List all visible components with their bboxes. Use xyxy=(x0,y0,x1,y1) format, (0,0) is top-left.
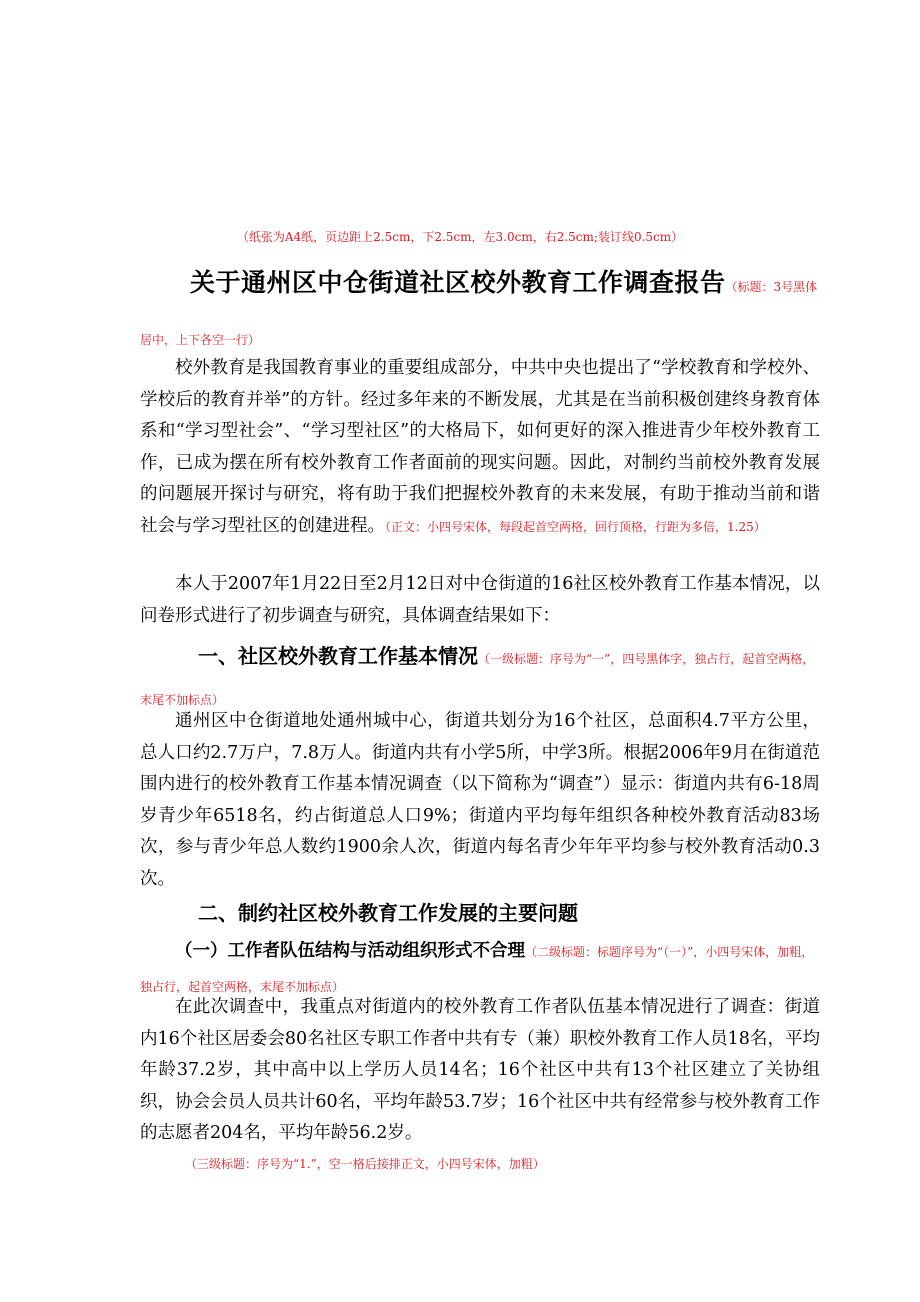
heading2-block xyxy=(140,893,820,935)
heading2-format-note: （二级标题：标题序号为“（一）”，小四号宋体，加粗，独占行，起首空两格，末尾不加标点） xyxy=(140,945,814,994)
document-title: 关于通州区中仓街道社区校外教育工作调查报告 xyxy=(190,268,726,297)
intro-block xyxy=(140,353,820,543)
subsection-heading-1: （一）工作者队伍结构与活动组织形式不合理 xyxy=(175,941,525,961)
heading1-format-note: （一级标题：序号为“一”，四号黑体字，独占行，起首空两格，末尾不加标点） xyxy=(140,652,815,707)
survey-paragraph: 本人于2007年1月22日至2月12日对中仓街道的16社区校外教育工作基本情况，以问卷形式进行了初步调查与研究，具体调查结果如下： xyxy=(140,574,820,626)
section-heading-1: 一、社区校外教育工作基本情况 xyxy=(198,644,478,668)
body-format-note: （正文：小四号宋体，每段起首空两格，回行顶格，行距为多倍，1.25） xyxy=(385,519,766,534)
survey-block xyxy=(140,569,820,632)
intro-paragraph xyxy=(140,353,820,543)
title-block xyxy=(140,257,820,366)
section2-block xyxy=(140,992,820,1150)
title-format-note: （标题：3号黑体居中，上下各空一行） xyxy=(140,280,818,347)
heading3-format-note: （三级标题：序号为“1.”，空一格后接排正文，小四号宋体，加粗） xyxy=(185,1157,545,1171)
page-format-note: （纸张为A4纸，页边距上2.5cm，下2.5cm，左3.0cm，右2.5cm;装订线0.5cm） xyxy=(236,230,684,244)
section-heading-2: 二、制约社区校外教育工作发展的主要问题 xyxy=(198,901,578,925)
section2-paragraph: 在此次调查中，我重点对街道内的校外教育工作者队伍基本情况进行了调查：街道内16个社区居委会80名社区专职工作者中共有专（兼）职校外教育工作人员18名，平均年龄37.2岁，其中高中以上学历人员14名；16个社区中共有13个社区建立了关协组织，协会会员人员共计60名，平均年龄53.7岁；16个社区中共有经常参与校外教育工作的志愿者204名，平均年龄56.2岁。 xyxy=(140,997,820,1143)
intro-text: 校外教育是我国教育事业的重要组成部分，中共中央也提出了“学校教育和学校外、学校后的教育并举”的方针。经过多年来的不断发展，尤其是在当前积极创建终身教育体系和“学习型社会”、“学习型社区”的大格局下，如何更好的深入推进青少年校外教育工作，已成为摆在所有校外教育工作者面前的现实问题。因此，对制约当前校外教育发展的问题展开探讨与研究，将有助于我们把握校外教育的未来发展，有助于推动当前和谐社会与学习型社区的创建进程。 xyxy=(140,358,820,536)
section1-block xyxy=(140,706,820,895)
section1-paragraph: 通州区中仓街道地处通州城中心，街道共划分为16个社区，总面积4.7平方公里，总人口约2.7万户，7.8万人。街道内共有小学5所，中学3所。根据2006年9月在街道范围内进行的校外教育工作基本情况调查（以下简称为“调查”）显示：街道内共有6-18周岁青少年6518名，约占街道总人口9%；街道内平均每年组织各种校外教育活动83场次，参与青少年总人数约1900余人次，街道内每名青少年年平均参与校外教育活动0.3次。 xyxy=(140,711,820,889)
